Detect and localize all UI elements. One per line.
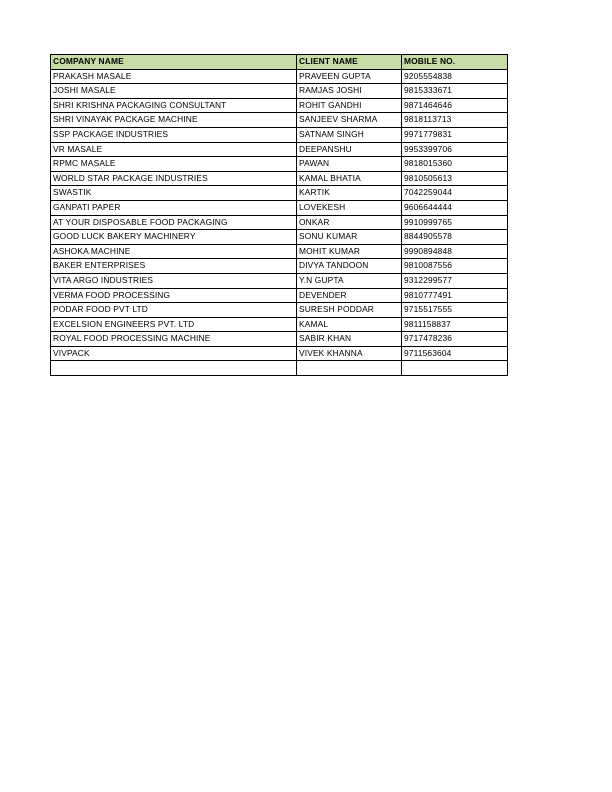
mobile-number-cell: 8844905578 xyxy=(402,230,508,245)
header-client-name: CLIENT NAME xyxy=(297,55,402,70)
company-name-cell: ROYAL FOOD PROCESSING MACHINE xyxy=(51,332,297,347)
client-name-cell: SABIR KHAN xyxy=(297,332,402,347)
client-name-cell: KAMAL BHATIA xyxy=(297,171,402,186)
table-row xyxy=(51,142,508,157)
mobile-number-cell: 9815333671 xyxy=(402,84,508,99)
client-name-cell: RAMJAS JOSHI xyxy=(297,84,402,99)
table-row xyxy=(51,98,508,113)
client-name-cell: KARTIK xyxy=(297,186,402,201)
mobile-number-cell: 9711563604 xyxy=(402,346,508,361)
client-name-cell xyxy=(297,361,402,376)
client-name-cell: MOHIT KUMAR xyxy=(297,244,402,259)
company-name-cell: GANPATI PAPER xyxy=(51,200,297,215)
mobile-number-cell: 9971779831 xyxy=(402,127,508,142)
client-name-cell: SANJEEV SHARMA xyxy=(297,113,402,128)
mobile-number-cell: 9818113713 xyxy=(402,113,508,128)
company-name-cell: VERMA FOOD PROCESSING xyxy=(51,288,297,303)
mobile-number-cell: 9810777491 xyxy=(402,288,508,303)
client-name-cell: LOVEKESH xyxy=(297,200,402,215)
company-name-cell xyxy=(51,361,297,376)
contact-sheet xyxy=(50,54,507,376)
table-row xyxy=(51,127,508,142)
table-body xyxy=(51,69,508,375)
client-name-cell: Y.N GUPTA xyxy=(297,273,402,288)
company-name-cell: VR MASALE xyxy=(51,142,297,157)
client-name-cell: SONU KUMAR xyxy=(297,230,402,245)
mobile-number-cell: 9810505613 xyxy=(402,171,508,186)
table-row xyxy=(51,361,508,376)
table-row xyxy=(51,186,508,201)
mobile-number-cell: 9205554838 xyxy=(402,69,508,84)
mobile-number-cell: 7042259044 xyxy=(402,186,508,201)
company-name-cell: GOOD LUCK BAKERY MACHINERY xyxy=(51,230,297,245)
table-row xyxy=(51,259,508,274)
company-name-cell: AT YOUR DISPOSABLE FOOD PACKAGING xyxy=(51,215,297,230)
table-row xyxy=(51,157,508,172)
company-name-cell: EXCELSION ENGINEERS PVT. LTD xyxy=(51,317,297,332)
table-row xyxy=(51,200,508,215)
header-mobile-no: MOBILE NO. xyxy=(402,55,508,70)
mobile-number-cell: 9871464646 xyxy=(402,98,508,113)
contacts-table xyxy=(50,54,508,376)
table-row xyxy=(51,288,508,303)
mobile-number-cell: 9910999765 xyxy=(402,215,508,230)
company-name-cell: WORLD STAR PACKAGE INDUSTRIES xyxy=(51,171,297,186)
client-name-cell: SATNAM SINGH xyxy=(297,127,402,142)
table-row xyxy=(51,332,508,347)
company-name-cell: ASHOKA MACHINE xyxy=(51,244,297,259)
table-row xyxy=(51,69,508,84)
mobile-number-cell: 9312299577 xyxy=(402,273,508,288)
header-company-name: COMPANY NAME xyxy=(51,55,297,70)
company-name-cell: BAKER ENTERPRISES xyxy=(51,259,297,274)
company-name-cell: SSP PACKAGE INDUSTRIES xyxy=(51,127,297,142)
company-name-cell: JOSHI MASALE xyxy=(51,84,297,99)
mobile-number-cell xyxy=(402,361,508,376)
client-name-cell: SURESH PODDAR xyxy=(297,303,402,318)
table-row xyxy=(51,230,508,245)
mobile-number-cell: 9990894848 xyxy=(402,244,508,259)
mobile-number-cell: 9715517555 xyxy=(402,303,508,318)
table-row xyxy=(51,317,508,332)
company-name-cell: VIVPACK xyxy=(51,346,297,361)
company-name-cell: PRAKASH MASALE xyxy=(51,69,297,84)
mobile-number-cell: 9810087556 xyxy=(402,259,508,274)
client-name-cell: DEEPANSHU xyxy=(297,142,402,157)
mobile-number-cell: 9606644444 xyxy=(402,200,508,215)
client-name-cell: PRAVEEN GUPTA xyxy=(297,69,402,84)
client-name-cell: DEVENDER xyxy=(297,288,402,303)
table-row xyxy=(51,244,508,259)
company-name-cell: SWASTIK xyxy=(51,186,297,201)
client-name-cell: DIVYA TANDOON xyxy=(297,259,402,274)
table-row xyxy=(51,346,508,361)
table-header-row xyxy=(51,55,508,70)
table-row xyxy=(51,303,508,318)
company-name-cell: SHRI KRISHNA PACKAGING CONSULTANT xyxy=(51,98,297,113)
company-name-cell: SHRI VINAYAK PACKAGE MACHINE xyxy=(51,113,297,128)
client-name-cell: VIVEK KHANNA xyxy=(297,346,402,361)
mobile-number-cell: 9811158837 xyxy=(402,317,508,332)
company-name-cell: VITA ARGO INDUSTRIES xyxy=(51,273,297,288)
table-row xyxy=(51,171,508,186)
client-name-cell: ROHIT GANDHI xyxy=(297,98,402,113)
client-name-cell: PAWAN xyxy=(297,157,402,172)
table-row xyxy=(51,84,508,99)
table-row xyxy=(51,215,508,230)
client-name-cell: ONKAR xyxy=(297,215,402,230)
table-row xyxy=(51,273,508,288)
mobile-number-cell: 9717478236 xyxy=(402,332,508,347)
mobile-number-cell: 9953399706 xyxy=(402,142,508,157)
company-name-cell: PODAR FOOD PVT LTD xyxy=(51,303,297,318)
client-name-cell: KAMAL xyxy=(297,317,402,332)
mobile-number-cell: 9818015360 xyxy=(402,157,508,172)
company-name-cell: RPMC MASALE xyxy=(51,157,297,172)
table-row xyxy=(51,113,508,128)
